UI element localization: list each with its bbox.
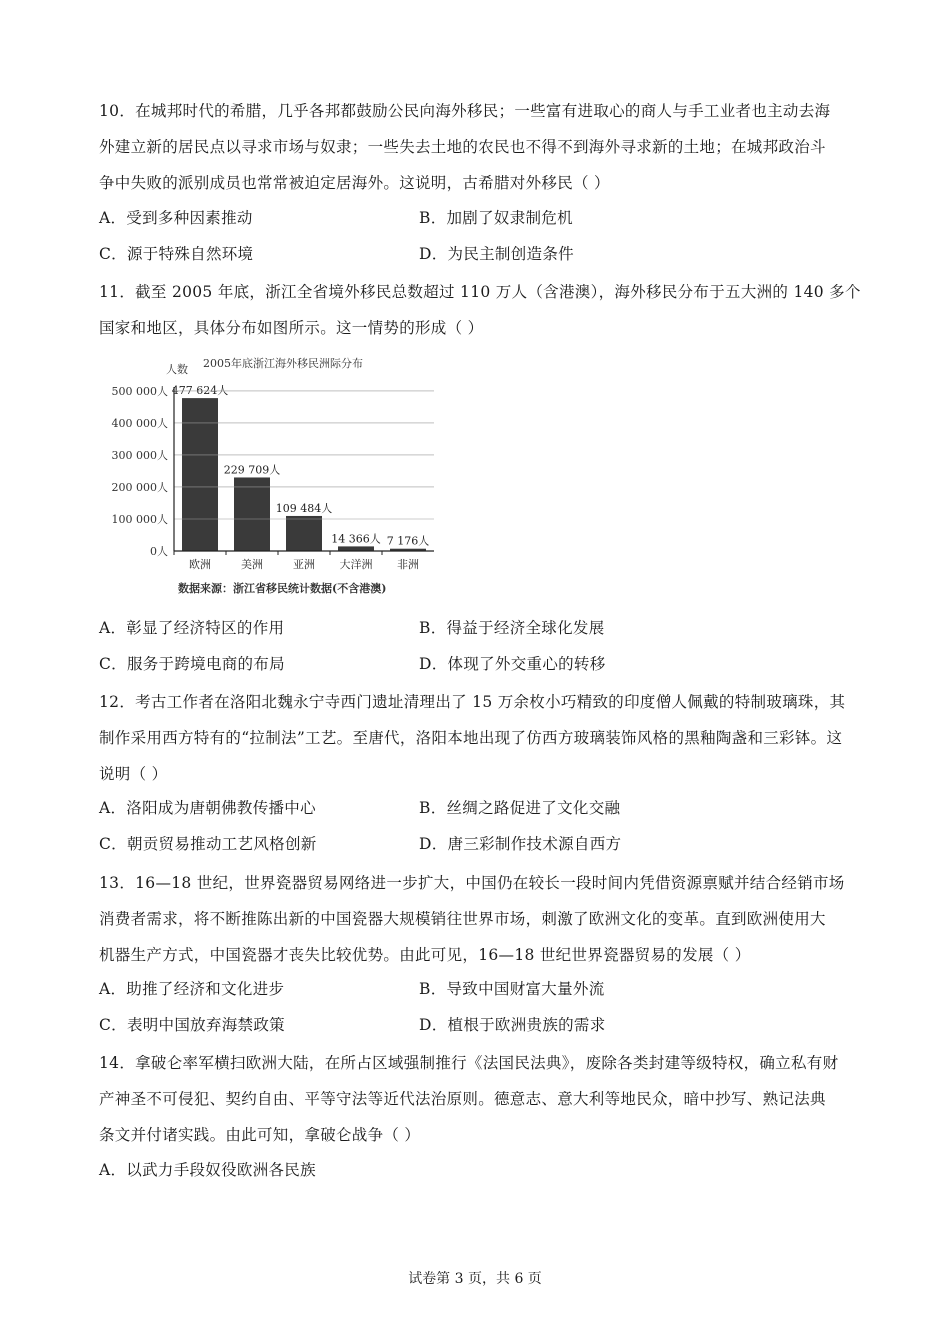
y-tick-label: 400 000人	[111, 416, 168, 430]
q13-option-d[interactable]: D．植根于欧洲贵族的需求	[419, 1016, 606, 1034]
q10-option-b[interactable]: B．加剧了奴隶制危机	[419, 209, 573, 227]
q11-option-c[interactable]: C．服务于跨境电商的布局	[99, 655, 285, 673]
question-14-line-2: 产神圣不可侵犯、契约自由、平等守法等近代法治原则。德意志、意大利等地民众，暗中抄写、熟记法典	[99, 1090, 826, 1108]
q10-option-c[interactable]: C．源于特殊自然环境	[99, 245, 254, 263]
q13-option-a[interactable]: A．助推了经济和文化进步	[99, 980, 285, 998]
q12-option-b[interactable]: B．丝绸之路促进了文化交融	[419, 799, 621, 817]
question-13-line-3: 机器生产方式，中国瓷器才丧失比较优势。由此可见，16—18 世纪世界瓷器贸易的发展（ ）	[99, 946, 751, 964]
chart-ylabel: 人数	[166, 363, 188, 376]
bar-value-label: 109 484人	[275, 501, 333, 515]
question-11-stem	[99, 274, 859, 346]
bar-欧洲	[182, 398, 218, 551]
y-tick-label: 500 000人	[111, 384, 168, 398]
chart-source: 数据来源：浙江省移民统计数据(不含港澳)	[178, 582, 387, 595]
question-14-line-1: 14．拿破仑率军横扫欧洲大陆，在所占区域强制推行《法国民法典》，废除各类封建等级特权，确立私有财	[99, 1054, 839, 1072]
question-13-stem	[99, 865, 859, 973]
emigration-bar-chart	[96, 350, 446, 600]
question-10-line-3: 争中失败的派别成员也常常被迫定居海外。这说明，古希腊对外移民（ ）	[99, 174, 610, 192]
page-footer: 试卷第 3 页，共 6 页	[408, 1271, 542, 1287]
bar-亚洲	[286, 516, 322, 551]
bar-value-label: 229 709人	[223, 463, 281, 477]
x-tick-label: 美洲	[241, 558, 263, 571]
y-tick-label: 100 000人	[111, 512, 168, 526]
bars-group	[182, 398, 426, 551]
bar-大洋洲	[338, 546, 374, 551]
q12-option-d[interactable]: D．唐三彩制作技术源自西方	[419, 835, 622, 853]
question-10-line-1: 10．在城邦时代的希腊，几乎各邦都鼓励公民向海外移民；一些富有进取心的商人与手工业者也主动去海	[99, 102, 831, 120]
q12-option-c[interactable]: C．朝贡贸易推动工艺风格创新	[99, 835, 317, 853]
question-12-line-2: 制作采用西方特有的“拉制法”工艺。至唐代，洛阳本地出现了仿西方玻璃装饰风格的黑釉陶盏和三彩钵。这	[99, 729, 843, 747]
question-12-stem	[99, 684, 859, 792]
q13-option-c[interactable]: C．表明中国放弃海禁政策	[99, 1016, 285, 1034]
bar-value-label: 7 176人	[386, 534, 430, 548]
question-13-line-2: 消费者需求，将不断推陈出新的中国瓷器大规模销往世界市场，刺激了欧洲文化的变革。直到欧洲使用大	[99, 910, 826, 928]
question-12-line-3: 说明（ ）	[99, 765, 168, 783]
bar-value-label: 477 624人	[171, 384, 229, 398]
question-10-stem	[99, 93, 859, 201]
question-14-line-3: 条文并付诸实践。由此可知，拿破仑战争（ ）	[99, 1126, 421, 1144]
question-14-stem	[99, 1045, 859, 1153]
bar-value-label: 14 366人	[331, 532, 381, 546]
x-tick-label: 欧洲	[189, 558, 211, 571]
y-tick-label: 0人	[150, 545, 168, 558]
question-11-line-1: 11．截至 2005 年底，浙江全省境外移民总数超过 110 万人（含港澳），海外移民分布于五大洲的 140 多个	[99, 283, 861, 301]
q10-option-d[interactable]: D．为民主制创造条件	[419, 245, 574, 263]
bar-美洲	[234, 477, 270, 551]
q13-option-b[interactable]: B．导致中国财富大量外流	[419, 980, 605, 998]
question-10-line-2: 外建立新的居民点以寻求市场与奴隶；一些失去土地的农民也不得不到海外寻求新的土地；在城邦政治斗	[99, 138, 826, 156]
y-tick-label: 300 000人	[111, 448, 168, 462]
x-tick-label: 非洲	[397, 558, 419, 571]
x-tick-label: 大洋洲	[339, 558, 373, 571]
x-axis-ticks	[174, 551, 419, 571]
question-11-line-2: 国家和地区，具体分布如图所示。这一情势的形成（ ）	[99, 319, 484, 337]
q11-option-a[interactable]: A．彰显了经济特区的作用	[99, 619, 285, 637]
question-13-line-1: 13．16—18 世纪，世界瓷器贸易网络进一步扩大，中国仍在较长一段时间内凭借资源禀赋并结合经销市场	[99, 874, 845, 892]
q10-option-a[interactable]: A．受到多种因素推动	[99, 209, 253, 227]
question-12-line-1: 12．考古工作者在洛阳北魏永宁寺西门遗址清理出了 15 万余枚小巧精致的印度僧人佩戴的特制玻璃珠，其	[99, 693, 846, 711]
y-tick-label: 200 000人	[111, 480, 168, 494]
chart-title: 2005年底浙江海外移民洲际分布	[203, 357, 363, 370]
q12-option-a[interactable]: A．洛阳成为唐朝佛教传播中心	[99, 799, 316, 817]
y-axis-ticks	[112, 385, 169, 558]
q14-option-a[interactable]: A．以武力手段奴役欧洲各民族	[99, 1161, 316, 1179]
q11-option-d[interactable]: D．体现了外交重心的转移	[419, 655, 606, 673]
q11-option-b[interactable]: B．得益于经济全球化发展	[419, 619, 605, 637]
x-tick-label: 亚洲	[293, 558, 315, 571]
